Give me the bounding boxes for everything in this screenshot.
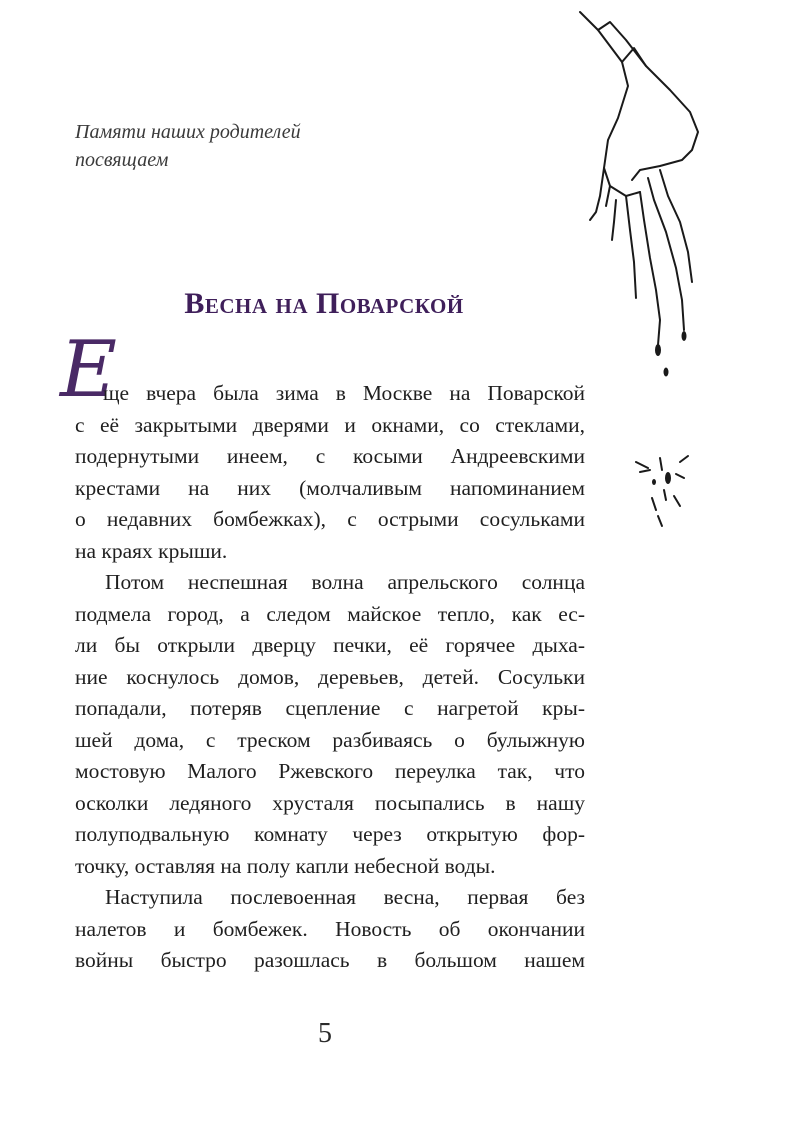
text-line: ще вчера была зима в Москве на Поварской — [103, 381, 585, 405]
text-line: о недавних бомбежках), с острыми сосульками — [75, 507, 585, 531]
text-line: с её закрытыми дверями и окнами, со стеклами, — [75, 412, 585, 437]
dedication — [75, 118, 301, 174]
paragraph-3 — [75, 882, 585, 977]
dedication-line-2: посвящаем — [75, 149, 169, 171]
text-line: попадали, потеряв сцепление с нагретой кры- — [75, 696, 585, 720]
text-line: войны быстро разошлась в большом нашем — [75, 948, 585, 972]
drop-cap: Е — [60, 325, 117, 415]
text-line: на краях крыши. — [75, 538, 228, 563]
text-line: полуподвальную комнату через открытую фор- — [75, 822, 585, 846]
icicle-drawing-icon — [570, 0, 800, 560]
text-line: Потом неспешная волна апрельского солнца — [105, 570, 585, 594]
text-line: Наступила послевоенная весна, первая без — [105, 885, 585, 909]
paragraph-1 — [75, 378, 585, 567]
body-text — [75, 378, 585, 977]
text-line: крестами на них (молчаливым напоминанием — [75, 475, 585, 500]
text-line: мостовую Малого Ржевского переулка так, что — [75, 759, 585, 783]
text-line: ние коснулось домов, деревьев, детей. Сосульки — [75, 664, 585, 689]
text-line: ли бы открыли дверцу печки, её горячее дыха- — [75, 633, 585, 657]
chapter-title: Весна на Поварской — [184, 287, 464, 320]
text-line: налетов и бомбежек. Новость об окончании — [75, 916, 585, 941]
paragraph-2 — [75, 567, 585, 882]
page-number: 5 — [318, 1018, 332, 1049]
text-line: шей дома, с треском разбиваясь о булыжную — [75, 727, 585, 752]
dedication-line-1: Памяти наших родителей — [75, 121, 301, 143]
text-line: подмела город, а следом майское тепло, как ес- — [75, 601, 585, 626]
text-line: точку, оставляя на полу капли небесной воды. — [75, 853, 496, 878]
text-line: осколки ледяного хрусталя посыпались в нашу — [75, 790, 585, 815]
text-line: подернутыми инеем, с косыми Андреевскими — [75, 444, 585, 468]
